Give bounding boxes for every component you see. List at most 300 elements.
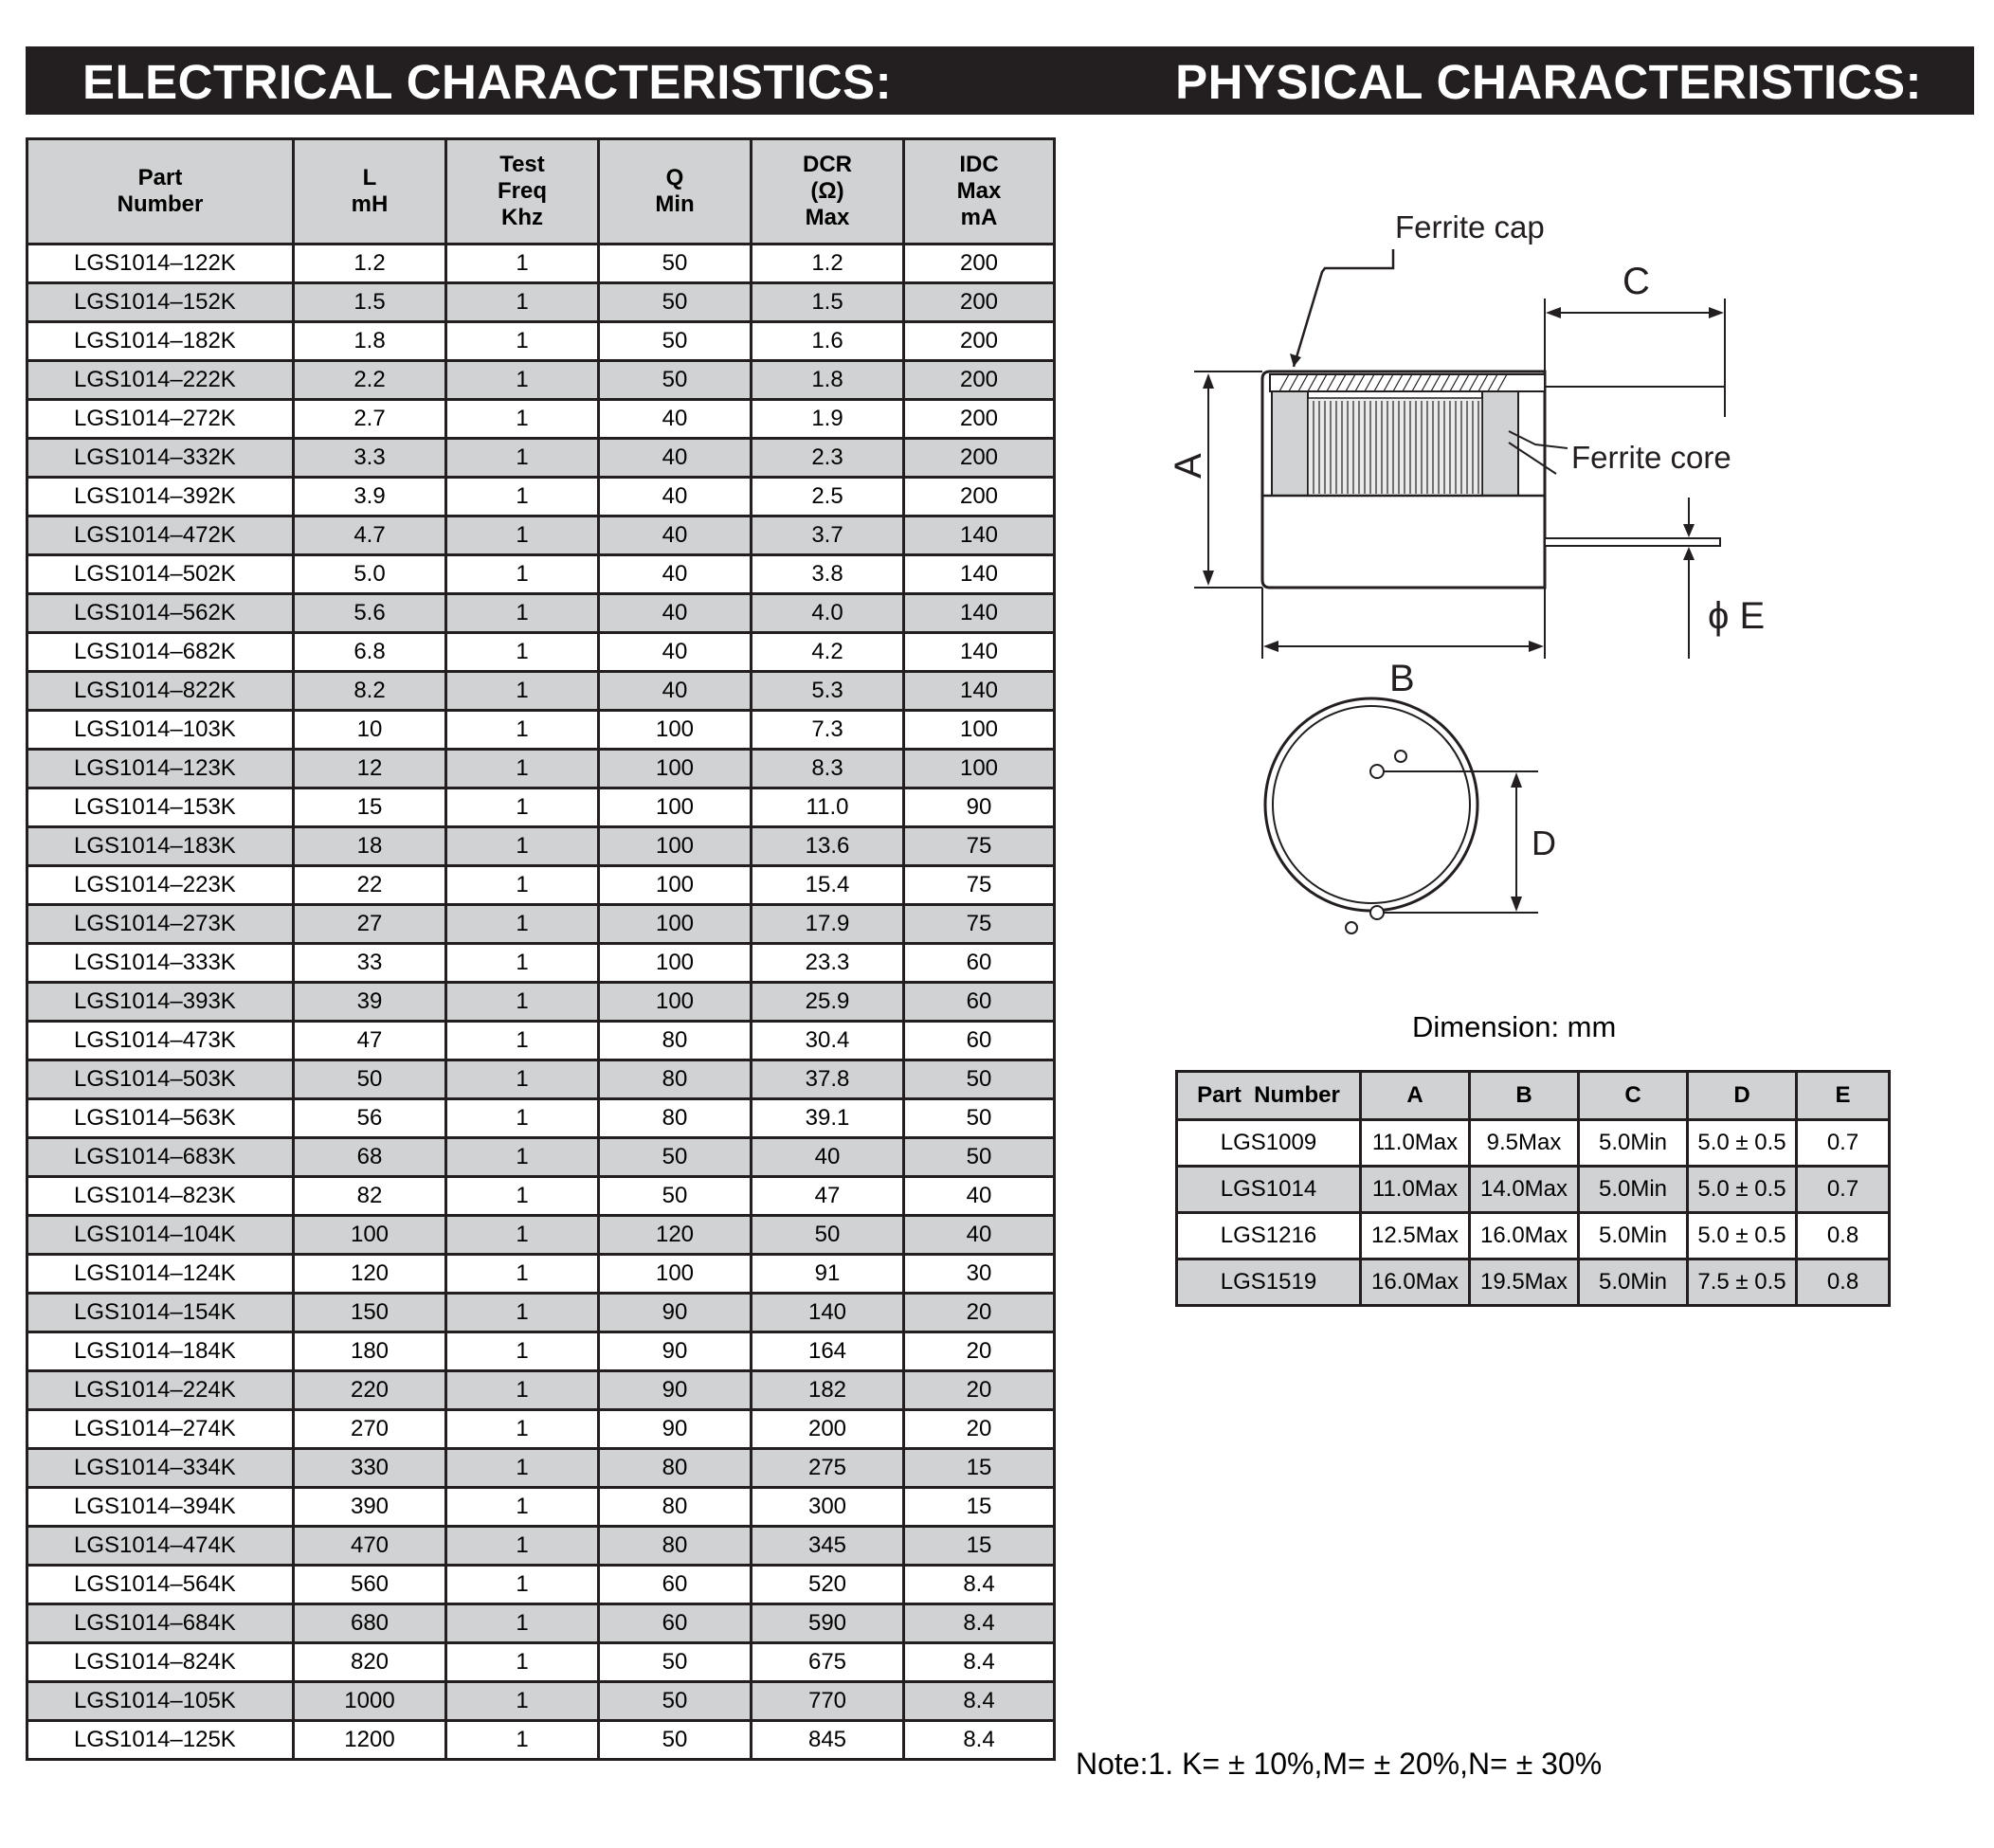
table-cell: 1200 [294,1721,446,1760]
table-cell: LGS1014–333K [27,944,294,983]
table-cell: 1 [446,750,599,788]
table-cell: 275 [752,1449,904,1488]
table-cell: LGS1216 [1177,1213,1361,1259]
table-cell: 40 [599,439,752,478]
table-cell: 140 [904,555,1055,594]
table-cell: 14.0Max [1470,1167,1579,1213]
bottom-lead-wire [1545,538,1720,546]
section-banner [26,46,1974,115]
table-cell: 40 [599,400,752,439]
table-cell: 50 [599,1721,752,1760]
dim-d-arrow-bottom [1511,897,1522,912]
table-cell: 1 [446,1682,599,1721]
table-cell: LGS1014–273K [27,905,294,944]
table-cell: 1 [446,1294,599,1332]
table-cell: 100 [599,788,752,827]
table-cell: 1 [446,322,599,361]
ferrite-cap-arrowhead [1290,353,1301,367]
table-cell: 16.0Max [1470,1213,1579,1259]
table-row [27,983,1055,1022]
table-cell: 1 [446,905,599,944]
table-cell: 68 [294,1138,446,1177]
table-cell: 7.5 ± 0.5 [1688,1259,1797,1306]
table-row [27,672,1055,711]
pin-mark-bottom [1346,922,1357,933]
dim-b-arrow-right [1529,641,1544,652]
table-row [27,1527,1055,1566]
table-cell: 5.0 ± 0.5 [1688,1120,1797,1167]
table-cell: LGS1014–152K [27,283,294,322]
table-cell: LGS1014–564K [27,1566,294,1604]
table-cell: 5.0 ± 0.5 [1688,1167,1797,1213]
table-cell: 1 [446,1177,599,1216]
table-cell: 164 [752,1332,904,1371]
table-cell: LGS1014–393K [27,983,294,1022]
table-cell: LGS1014–682K [27,633,294,672]
dim-c-arrow-right [1709,307,1724,318]
table-cell: 5.0Min [1579,1167,1688,1213]
table-cell: 15 [904,1449,1055,1488]
table-cell: 8.4 [904,1566,1055,1604]
table-cell: 80 [599,1488,752,1527]
header-text-line: L [362,165,377,190]
table-cell: 8.3 [752,750,904,788]
table-row [27,1294,1055,1332]
table-cell: LGS1014–224K [27,1371,294,1410]
table-cell: 1 [446,594,599,633]
table-cell: 200 [904,478,1055,516]
table-cell: LGS1014–473K [27,1022,294,1060]
table-cell: 25.9 [752,983,904,1022]
table-cell: LGS1014–103K [27,711,294,750]
table-cell: LGS1014–503K [27,1060,294,1099]
table-row [27,827,1055,866]
header-text-line: (Ω) [810,178,844,204]
table-cell: 50 [599,361,752,400]
ferrite-cap-leader [1294,249,1393,367]
table-cell: 5.0 ± 0.5 [1688,1213,1797,1259]
table-cell: 200 [904,361,1055,400]
table-cell: 5.0Min [1579,1259,1688,1306]
table-cell: 19.5Max [1470,1259,1579,1306]
table-cell: 100 [904,750,1055,788]
table-cell: 1 [446,1410,599,1449]
table-row [27,1604,1055,1643]
electrical-table-body [27,245,1055,1760]
table-row [27,439,1055,478]
dimension-header-cell: C [1579,1072,1688,1120]
table-cell: 20 [904,1332,1055,1371]
table-cell: 100 [599,905,752,944]
table-cell: 0.8 [1797,1213,1890,1259]
table-cell: 11.0Max [1361,1120,1470,1167]
dim-b-label: B [1389,658,1415,699]
table-cell: 345 [752,1527,904,1566]
table-cell: 50 [904,1099,1055,1138]
table-cell: 11.0Max [1361,1167,1470,1213]
table-row [27,1022,1055,1060]
table-cell: 100 [599,866,752,905]
table-row [27,944,1055,983]
table-cell: 150 [294,1294,446,1332]
table-cell: 1 [446,866,599,905]
table-cell: 20 [904,1371,1055,1410]
table-row [27,1332,1055,1371]
table-cell: 8.4 [904,1682,1055,1721]
tolerance-note: Note:1. K= ± 10%,M= ± 20%,N= ± 30% [1076,1747,1603,1781]
table-cell: 5.0Min [1579,1120,1688,1167]
table-row [27,1060,1055,1099]
table-cell: LGS1014–223K [27,866,294,905]
table-cell: 91 [752,1255,904,1294]
table-cell: 0.7 [1797,1167,1890,1213]
dimension-header-cell: B [1470,1072,1579,1120]
table-cell: 0.8 [1797,1259,1890,1306]
table-cell: 18 [294,827,446,866]
table-cell: 1 [446,1060,599,1099]
table-cell: LGS1014–474K [27,1527,294,1566]
dim-c-arrow-left [1546,307,1561,318]
table-row [1177,1213,1890,1259]
header-text-line: IDC [959,152,999,177]
bottom-view-inner-ring [1273,706,1470,903]
table-cell: LGS1014–272K [27,400,294,439]
table-cell: 560 [294,1566,446,1604]
table-cell: 3.7 [752,516,904,555]
table-row [27,1643,1055,1682]
table-cell: LGS1014–274K [27,1410,294,1449]
table-cell: 1 [446,1527,599,1566]
table-cell: 1 [446,400,599,439]
electrical-header-cell [294,139,446,245]
dimension-header-cell: Part Number [1177,1072,1361,1120]
table-cell: 50 [599,1643,752,1682]
electrical-heading-colon: : [875,55,893,109]
dim-b-arrow-left [1263,641,1278,652]
table-cell: 20 [904,1294,1055,1332]
table-cell: 50 [599,322,752,361]
table-cell: 390 [294,1488,446,1527]
table-cell: 40 [904,1177,1055,1216]
table-cell: 40 [599,478,752,516]
table-cell: 1 [446,283,599,322]
electrical-header-cell [27,139,294,245]
table-cell: 15 [904,1488,1055,1527]
table-cell: 50 [599,1682,752,1721]
table-cell: 1 [446,711,599,750]
table-row [27,1449,1055,1488]
table-cell: 80 [599,1060,752,1099]
header-text-line: mA [960,205,998,230]
table-cell: LGS1014–683K [27,1138,294,1177]
table-cell: 37.8 [752,1060,904,1099]
table-cell: 8.4 [904,1721,1055,1760]
table-cell: 90 [599,1294,752,1332]
table-cell: 1.6 [752,322,904,361]
dim-d-arrow-top [1511,772,1522,788]
dimension-table [1175,1070,1891,1307]
table-row [27,516,1055,555]
table-cell: 5.3 [752,672,904,711]
table-row [27,1099,1055,1138]
table-cell: 200 [752,1410,904,1449]
table-cell: 200 [904,400,1055,439]
header-text-line: Freq [497,178,547,204]
table-cell: 4.2 [752,633,904,672]
table-cell: 33 [294,944,446,983]
table-cell: LGS1014–122K [27,245,294,283]
table-cell: 12.5Max [1361,1213,1470,1259]
table-cell: 1.2 [752,245,904,283]
table-cell: LGS1014–334K [27,1449,294,1488]
table-cell: LGS1014–153K [27,788,294,827]
table-cell: 27 [294,905,446,944]
table-cell: LGS1014–104K [27,1216,294,1255]
table-cell: 100 [599,944,752,983]
electrical-heading-text: ELECTRICAL CHARACTERISTICS [82,55,876,109]
dim-e-label: ϕ E [1708,595,1766,637]
table-cell: 3.8 [752,555,904,594]
table-row [27,1177,1055,1216]
table-cell: 75 [904,905,1055,944]
table-cell: 40 [599,672,752,711]
table-cell: 0.7 [1797,1120,1890,1167]
table-cell: 100 [599,750,752,788]
table-cell: 15 [904,1527,1055,1566]
table-cell: 270 [294,1410,446,1449]
table-row [27,400,1055,439]
dim-a-label: A [1168,453,1209,479]
table-cell: 2.2 [294,361,446,400]
table-cell: 4.0 [752,594,904,633]
table-row [27,866,1055,905]
table-cell: 8.2 [294,672,446,711]
table-cell: 60 [904,944,1055,983]
electrical-characteristics-heading [82,54,892,110]
table-cell: 3.3 [294,439,446,478]
table-cell: 40 [752,1138,904,1177]
table-cell: LGS1014–823K [27,1177,294,1216]
table-cell: 50 [752,1216,904,1255]
table-cell: 1 [446,1216,599,1255]
table-cell: 15.4 [752,866,904,905]
table-cell: 90 [904,788,1055,827]
table-cell: 200 [904,439,1055,478]
table-cell: 50 [599,1177,752,1216]
dimension-unit-label: Dimension: mm [1412,1010,1617,1043]
electrical-table-header-row [27,139,1055,245]
table-cell: 590 [752,1604,904,1643]
dimension-header-cell: E [1797,1072,1890,1120]
table-cell: 5.6 [294,594,446,633]
table-cell: 40 [599,516,752,555]
table-cell: 80 [599,1527,752,1566]
pin-mark-top [1395,751,1406,762]
table-cell: 1 [446,1332,599,1371]
table-cell: 1 [446,1449,599,1488]
table-cell: 1 [446,672,599,711]
table-row [27,1138,1055,1177]
table-cell: 80 [599,1022,752,1060]
table-cell: 4.7 [294,516,446,555]
table-cell: 1 [446,827,599,866]
table-cell: 12 [294,750,446,788]
table-cell: 120 [599,1216,752,1255]
table-cell: 60 [599,1604,752,1643]
table-row [27,905,1055,944]
table-cell: 50 [599,245,752,283]
table-row [1177,1259,1890,1306]
table-cell: 820 [294,1643,446,1682]
table-cell: 75 [904,866,1055,905]
dim-e-arrow-bottom [1683,547,1695,560]
table-cell: 60 [599,1566,752,1604]
table-cell: 1 [446,1022,599,1060]
table-cell: 10 [294,711,446,750]
table-cell: 770 [752,1682,904,1721]
table-cell: 60 [904,1022,1055,1060]
table-row [27,1488,1055,1527]
electrical-characteristics-table [26,137,1056,1761]
table-cell: 20 [904,1410,1055,1449]
table-row [27,361,1055,400]
table-cell: 82 [294,1177,446,1216]
header-text-line: Part [137,165,183,190]
table-cell: 50 [599,1138,752,1177]
table-cell: LGS1014–123K [27,750,294,788]
table-cell: LGS1014–182K [27,322,294,361]
table-cell: 1000 [294,1682,446,1721]
table-cell: LGS1014–684K [27,1604,294,1643]
table-cell: 17.9 [752,905,904,944]
table-cell: 140 [904,516,1055,555]
table-cell: 90 [599,1371,752,1410]
table-cell: 845 [752,1721,904,1760]
table-cell: 30.4 [752,1022,904,1060]
table-cell: 1 [446,516,599,555]
table-row [27,322,1055,361]
table-cell: LGS1014–124K [27,1255,294,1294]
physical-characteristics-heading: PHYSICAL CHARACTERISTICS: [1175,55,1922,109]
lead-hole-bottom [1370,906,1384,919]
ferrite-core-label: Ferrite core [1571,440,1731,475]
table-cell: 40 [599,594,752,633]
table-cell: 47 [752,1177,904,1216]
header-text-line: Test [499,152,545,177]
table-cell: 60 [904,983,1055,1022]
table-cell: 140 [904,633,1055,672]
table-cell: 1.8 [294,322,446,361]
table-cell: 90 [599,1332,752,1371]
dimension-table-body [1177,1120,1890,1306]
table-cell: 1.9 [752,400,904,439]
table-cell: LGS1014–822K [27,672,294,711]
table-cell: 1.2 [294,245,446,283]
table-cell: 200 [904,283,1055,322]
table-cell: LGS1014–184K [27,1332,294,1371]
table-row [27,750,1055,788]
table-cell: 470 [294,1527,446,1566]
table-cell: 50 [599,283,752,322]
table-row [27,283,1055,322]
table-cell: 75 [904,827,1055,866]
table-cell: 1 [446,1643,599,1682]
table-cell: 330 [294,1449,446,1488]
table-cell: 2.7 [294,400,446,439]
table-cell: 1 [446,245,599,283]
table-cell: 680 [294,1604,446,1643]
table-cell: LGS1014–332K [27,439,294,478]
table-cell: 39 [294,983,446,1022]
table-cell: 1 [446,788,599,827]
table-cell: LGS1009 [1177,1120,1361,1167]
table-cell: 56 [294,1099,446,1138]
table-cell: 47 [294,1022,446,1060]
dim-e-arrow-top [1683,524,1695,537]
table-cell: LGS1519 [1177,1259,1361,1306]
table-row [27,1410,1055,1449]
table-cell: 80 [599,1449,752,1488]
table-cell: 40 [599,555,752,594]
table-row [27,555,1055,594]
table-cell: 50 [904,1138,1055,1177]
table-cell: LGS1014–824K [27,1643,294,1682]
table-cell: 1 [446,944,599,983]
table-cell: 1 [446,1566,599,1604]
dim-c-label: C [1622,261,1650,302]
table-cell: 200 [904,245,1055,283]
table-cell: LGS1014–105K [27,1682,294,1721]
table-cell: LGS1014 [1177,1167,1361,1213]
table-row [27,594,1055,633]
table-cell: 1 [446,633,599,672]
table-cell: 1 [446,1099,599,1138]
header-text-line: Q [665,165,684,190]
table-cell: 16.0Max [1361,1259,1470,1306]
header-text-line: DCR [803,152,852,177]
table-cell: 2.5 [752,478,904,516]
table-cell: 8.4 [904,1643,1055,1682]
table-cell: 182 [752,1371,904,1410]
core-right-pillar [1482,391,1518,496]
table-row [27,711,1055,750]
header-text-line: Min [655,191,695,217]
table-cell: 140 [752,1294,904,1332]
table-cell: 2.3 [752,439,904,478]
header-text-line: Max [805,205,850,230]
table-row [27,1255,1055,1294]
table-cell: 140 [904,672,1055,711]
table-cell: LGS1014–394K [27,1488,294,1527]
table-cell: 13.6 [752,827,904,866]
table-cell: 300 [752,1488,904,1527]
table-cell: 30 [904,1255,1055,1294]
table-cell: LGS1014–154K [27,1294,294,1332]
header-text-line: Number [117,191,204,217]
table-cell: 220 [294,1371,446,1410]
table-cell: 1 [446,1371,599,1410]
table-cell: 80 [599,1099,752,1138]
table-cell: 7.3 [752,711,904,750]
table-cell: LGS1014–222K [27,361,294,400]
table-cell: 50 [904,1060,1055,1099]
table-cell: 675 [752,1643,904,1682]
table-cell: 100 [599,983,752,1022]
header-text-line: Max [956,178,1002,204]
table-row [27,1721,1055,1760]
table-cell: 40 [599,633,752,672]
table-cell: 100 [599,711,752,750]
